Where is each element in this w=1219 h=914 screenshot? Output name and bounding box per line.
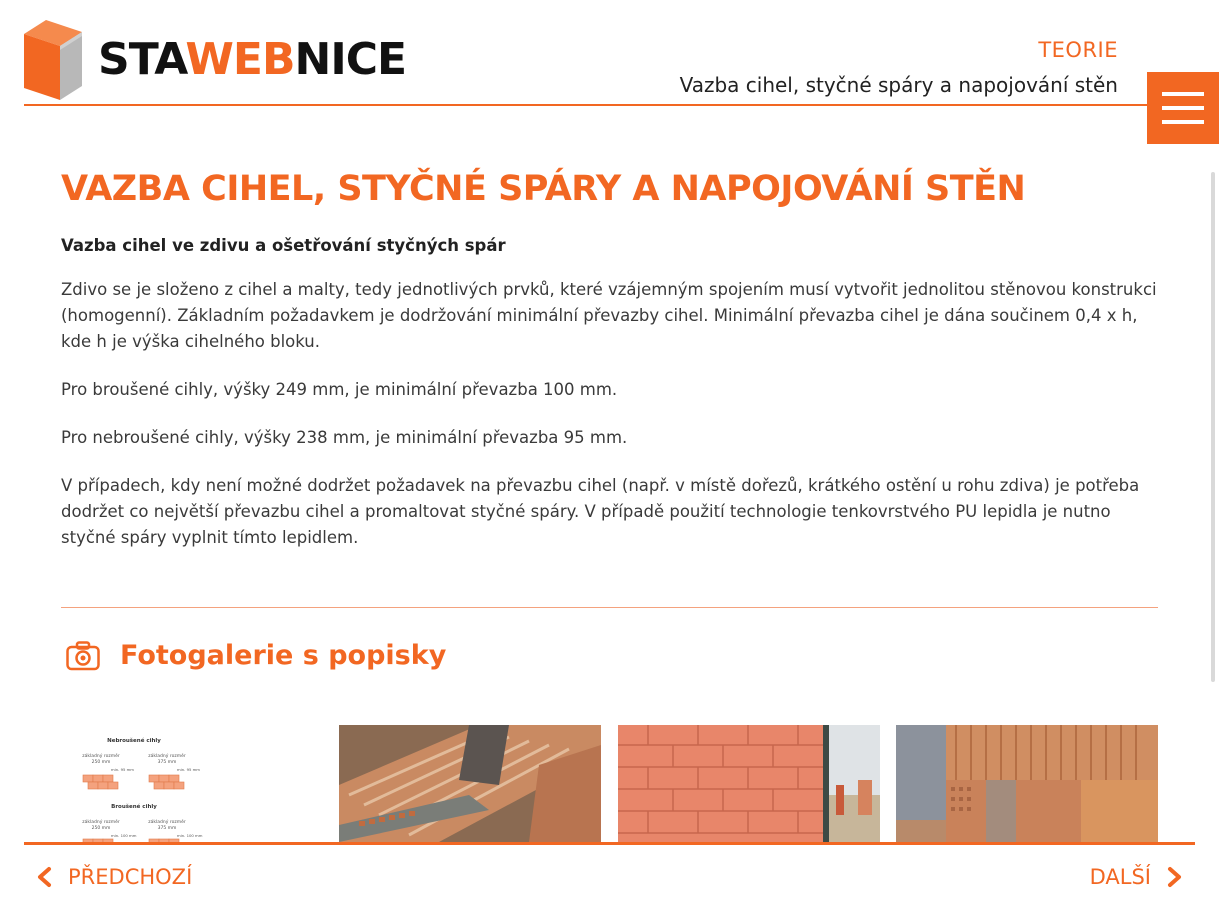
diagram-dim-label-2: základný rozměr (148, 754, 186, 759)
camera-icon (66, 641, 100, 671)
diagram-overlap-4: min. 100 mm (177, 833, 203, 838)
next-label: DALŠÍ (1089, 865, 1151, 889)
diagram-overlap-3: min. 100 mm (111, 833, 137, 838)
diagram-heading-unground: Nebroušené cihly (107, 738, 161, 744)
gallery-thumb-diagram[interactable] (61, 725, 323, 842)
brick-logo-icon (24, 20, 82, 100)
diagram-dim-value-4: 375 mm (157, 826, 177, 831)
wall-photo-image (618, 725, 880, 842)
chevron-left-icon (36, 866, 52, 888)
gallery-thumb-corner-photo[interactable] (896, 725, 1158, 842)
diagram-heading-ground: Broušené cihly (111, 804, 157, 810)
gallery-header (66, 640, 446, 671)
article-paragraph-1: Zdivo se je složeno z cihel a malty, tedy jednotlivých prvků, které vzájemným spojením musí vytvořit jednolitou stěnovou konstrukci (homogenní). Základním požadavkem je dodržování minimální převazby cihel. Minimální převazba cihel je dána součinem 0,4 x h, kde h je výška cihelného bloku. (61, 280, 1157, 351)
article-paragraph-4: V případech, kdy není možné dodržet požadavek na převazbu cihel (např. v místě dořezů, krátkého ostění u rohu zdiva) je potřeba dodržet co největší převazbu cihel a promaltovat styčné spáry. V případě použití technologie tenkovrstvého PU lepidla je nutno styčné spáry vyplnit tímto lepidlem. (61, 476, 1140, 547)
header-divider (24, 104, 1148, 106)
diagram-dim-label-1: základný rozměr (82, 754, 120, 759)
gallery-title: Fotogalerie s popisky (120, 640, 447, 671)
previous-button[interactable] (36, 865, 192, 889)
logo-part-sta: STA (98, 34, 186, 85)
section-divider (61, 607, 1158, 608)
page-scrollbar[interactable] (1211, 172, 1215, 682)
diagram-dim-label-4: základný rozměr (148, 820, 186, 825)
footer-nav (0, 845, 1219, 914)
section-label[interactable]: TEORIE (1038, 38, 1118, 62)
hamburger-menu-icon (1162, 92, 1204, 96)
gallery-strip (61, 725, 1158, 842)
diagram-overlap-2: min. 95 mm (177, 767, 201, 772)
diagram-dim-value-2: 375 mm (157, 760, 177, 765)
chevron-right-icon (1167, 866, 1183, 888)
article-paragraph-2: Pro broušené cihly, výšky 249 mm, je minimální převazba 100 mm. (61, 380, 618, 399)
corner-photo-image (896, 725, 1158, 842)
diagram-dim-label-3: základný rozměr (82, 820, 120, 825)
diagram-dim-value-1: 250 mm (91, 760, 111, 765)
hamburger-menu-icon-line2 (1162, 106, 1204, 110)
article-paragraph-3: Pro nebroušené cihly, výšky 238 mm, je minimální převazba 95 mm. (61, 428, 628, 447)
logo-wordmark (98, 34, 407, 85)
mortar-photo-image (339, 725, 601, 842)
brick-bond-diagram (61, 725, 323, 842)
gallery-thumb-wall-photo[interactable] (618, 725, 880, 842)
hamburger-menu-icon-line3 (1162, 120, 1204, 124)
article-title: VAZBA CIHEL, STYČNÉ SPÁRY A NAPOJOVÁNÍ STĚN (61, 169, 1026, 209)
header-breadcrumb (680, 38, 1118, 97)
previous-label: PŘEDCHOZÍ (68, 865, 193, 889)
diagram-dim-value-3: 250 mm (91, 826, 111, 831)
menu-button[interactable] (1147, 72, 1219, 144)
logo-part-web: WEB (185, 34, 295, 85)
logo[interactable] (24, 20, 406, 100)
article-lead: Vazba cihel ve zdivu a ošetřování styčných spár (61, 236, 506, 255)
diagram-overlap-1: min. 95 mm (111, 767, 135, 772)
logo-part-nice: NICE (294, 34, 407, 85)
header (0, 0, 1219, 110)
gallery-thumb-mortar-photo[interactable] (339, 725, 601, 842)
article (61, 168, 1158, 551)
next-button[interactable] (1090, 865, 1183, 889)
page-subtitle: Vazba cihel, styčné spáry a napojování stěn (679, 73, 1118, 97)
